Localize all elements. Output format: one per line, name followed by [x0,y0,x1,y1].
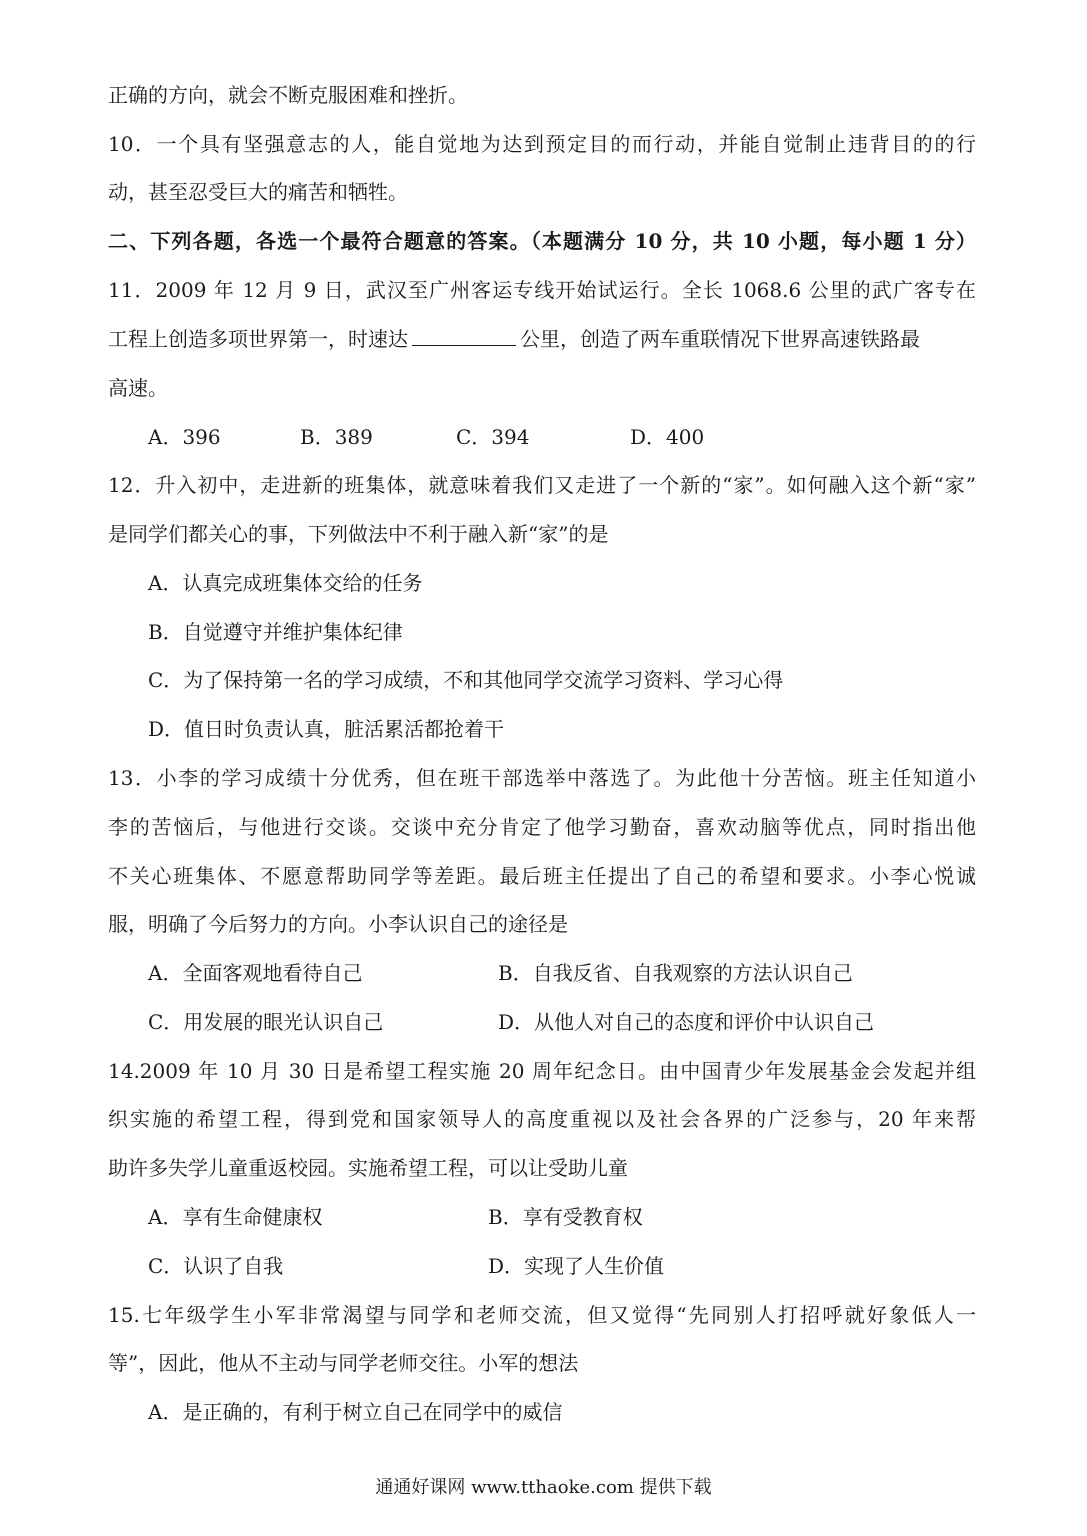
option-q12-a: A．认真完成班集体交给的任务 [148,571,423,595]
option-q14-c: C．认识了自我 [148,1254,284,1278]
question-12-line-2: 是同学们都关心的事，下列做法中不利于融入新“家”的是 [108,522,609,546]
answer-blank [412,325,516,346]
question-13-line-2: 李的苦恼后，与他进行交谈。交谈中充分肯定了他学习勤奋，喜欢动脑等优点，同时指出他 [108,815,976,839]
section-heading: 二、下列各题，各选一个最符合题意的答案。（本题满分 10 分，共 10 小题，每小题 1 分） [108,229,976,253]
option-q13-a: A．全面客观地看待自己 [148,961,363,985]
question-11-line-1: 11．2009 年 12 月 9 日，武汉至广州客运专线开始试运行。全长 1068.6 公里的武广客专在 [108,278,976,302]
option-q11-a: A．396 [148,425,221,449]
question-11-text-b: 公里，创造了两车重联情况下世界高速铁路最 [520,327,920,351]
question-11-line-2 [108,323,976,355]
question-11-text-a: 工程上创造多项世界第一，时速达 [108,327,408,351]
option-q15-a: A．是正确的，有利于树立自己在同学中的威信 [148,1400,563,1424]
option-q14-a: A．享有生命健康权 [148,1205,323,1229]
question-13-line-1: 13．小李的学习成绩十分优秀，但在班干部选举中落选了。为此他十分苦恼。班主任知道小 [108,766,976,790]
option-q14-d: D．实现了人生价值 [488,1254,665,1278]
question-13-line-4: 服，明确了今后努力的方向。小李认识自己的途径是 [108,912,568,936]
question-14-line-2: 织实施的希望工程，得到党和国家领导人的高度重视以及社会各界的广泛参与，20 年来帮 [108,1107,976,1131]
question-15-line-2: 等”，因此，他从不主动与同学老师交往。小军的想法 [108,1351,579,1375]
option-q11-b: B．389 [300,425,373,449]
option-q13-d: D．从他人对自己的态度和评价中认识自己 [498,1010,875,1034]
question-10-line-1: 10．一个具有坚强意志的人，能自觉地为达到预定目的而行动，并能自觉制止违背目的的行 [108,132,976,156]
option-q12-d: D．值日时负责认真，脏活累活都抢着干 [148,717,505,741]
option-q12-b: B．自觉遵守并维护集体纪律 [148,620,403,644]
question-10-line-2: 动，甚至忍受巨大的痛苦和牺牲。 [108,180,408,204]
option-q12-c: C．为了保持第一名的学习成绩，不和其他同学交流学习资料、学习心得 [148,668,784,692]
text-line: 正确的方向，就会不断克服困难和挫折。 [108,83,468,107]
option-q11-d: D．400 [630,425,705,449]
question-15-line-1: 15.七年级学生小军非常渴望与同学和老师交流，但又觉得“先同别人打招呼就好象低人一 [108,1303,976,1327]
question-13-line-3: 不关心班集体、不愿意帮助同学等差距。最后班主任提出了自己的希望和要求。小李心悦诚 [108,864,976,888]
option-q11-c: C．394 [456,425,530,449]
question-14-line-3: 助许多失学儿童重返校园。实施希望工程，可以让受助儿童 [108,1156,628,1180]
question-12-line-1: 12．升入初中，走进新的班集体，就意味着我们又走进了一个新的“家”。如何融入这个新“家” [108,473,976,497]
option-q13-b: B．自我反省、自我观察的方法认识自己 [498,961,853,985]
question-14-line-1: 14.2009 年 10 月 30 日是希望工程实施 20 周年纪念日。由中国青少年发展基金会发起并组 [108,1059,976,1083]
option-q14-b: B．享有受教育权 [488,1205,643,1229]
option-q13-c: C．用发展的眼光认识自己 [148,1010,384,1034]
page-footer: 通通好课网 www.tthaoke.com 提供下载 [375,1477,712,1498]
question-11-line-3: 高速。 [108,376,168,400]
